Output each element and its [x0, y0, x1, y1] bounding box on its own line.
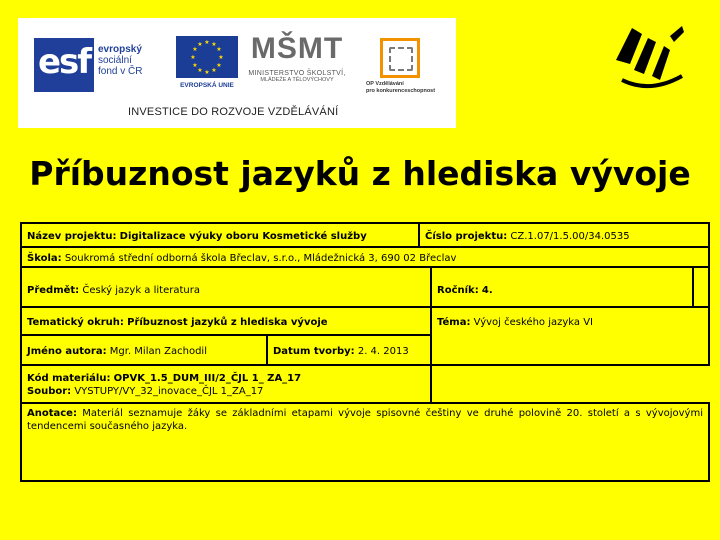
subject-value: Český jazyk a literatura — [82, 285, 200, 296]
theme-cell — [430, 306, 710, 366]
project-info-table — [18, 222, 712, 482]
project-name-value: Digitalizace výuky oboru Kosmetické služby — [119, 231, 367, 242]
investment-slogan: INVESTICE DO ROZVOJE VZDĚLÁVÁNÍ — [128, 106, 339, 118]
svg-text:★: ★ — [204, 69, 210, 76]
school-logo — [612, 20, 688, 96]
file-value: VYSTUPY/VY_32_inovace_ČJL 1_ZA_17 — [74, 386, 264, 397]
project-name-cell — [20, 222, 420, 248]
created-value: 2. 4. 2013 — [357, 346, 409, 357]
eu-flag-icon — [176, 36, 238, 78]
school-value: Soukromá střední odborná škola Břeclav, s.r.o., Mládežnická 3, 690 02 Břeclav — [64, 253, 457, 264]
grade-cell — [430, 266, 694, 308]
eu-caption: EVROPSKÁ UNIE — [180, 82, 234, 89]
msmt-logo — [232, 32, 362, 98]
created-label: Datum tvorby: — [273, 346, 355, 357]
grade-value: 4. — [481, 285, 493, 296]
logo-banner — [18, 18, 456, 128]
author-label: Jméno autora: — [27, 346, 107, 357]
school-cell — [20, 246, 710, 268]
project-number-label: Číslo projektu: — [425, 231, 508, 242]
op-caption — [366, 81, 446, 95]
topic-value: Příbuznost jazyků z hlediska vývoje — [127, 317, 328, 328]
svg-text:★: ★ — [192, 62, 198, 69]
material-code-label: Kód materiálu: — [27, 373, 111, 384]
material-code-value: OPVK_1.5_DUM_III/2_ČJL 1_ ZA_17 — [113, 373, 302, 384]
subject-cell — [20, 266, 432, 308]
theme-label: Téma: — [437, 317, 471, 328]
svg-text:★: ★ — [204, 39, 210, 46]
svg-text:★: ★ — [197, 67, 203, 74]
project-number-cell — [418, 222, 710, 248]
author-cell — [20, 334, 268, 366]
grade-side-cell — [692, 266, 710, 308]
school-label: Škola: — [27, 253, 62, 264]
svg-text:★: ★ — [216, 62, 222, 69]
esf-line2: sociální — [98, 55, 132, 66]
esf-caption — [98, 44, 142, 77]
file-label: Soubor: — [27, 386, 72, 397]
esf-letters: esf — [38, 42, 91, 82]
annotation-label: Anotace: — [27, 408, 77, 419]
eu-logo — [173, 36, 241, 98]
grade-label: Ročník: — [437, 285, 479, 296]
theme-value: Vývoj českého jazyka VI — [473, 317, 593, 328]
svg-text:★: ★ — [211, 41, 217, 48]
svg-text:★: ★ — [192, 46, 198, 53]
annotation-cell — [20, 402, 710, 482]
svg-text:★: ★ — [218, 54, 224, 61]
project-name-label: Název projektu: — [27, 231, 117, 242]
msmt-mark: MŠMT — [250, 32, 344, 65]
svg-text:★: ★ — [216, 46, 222, 53]
msmt-caption-line2: MLÁDEŽE A TĚLOVÝCHOVY — [260, 77, 334, 83]
op-logo — [366, 38, 446, 104]
created-cell — [266, 334, 432, 366]
op-caption-line2: pro konkurenceschopnost — [366, 88, 436, 94]
svg-text:★: ★ — [197, 41, 203, 48]
esf-logo — [34, 38, 164, 96]
topic-cell — [20, 306, 432, 336]
esf-line3: fond v ČR — [98, 66, 143, 77]
esf-line1: evropský — [98, 44, 142, 55]
page-title: Příbuznost jazyků z hlediska vývoje — [29, 154, 691, 193]
op-caption-line1: OP Vzdělávání — [366, 81, 404, 87]
annotation-value: Materiál seznamuje žáky se základními etapami vývoje spisovné češtiny ve druhé polovině 20. století a s vývojovými tendencemi současného jazyka. — [27, 408, 703, 432]
msmt-caption-line1: MINISTERSTVO ŠKOLSTVÍ, — [248, 70, 346, 77]
author-value: Mgr. Milan Zachodil — [109, 346, 207, 357]
svg-text:★: ★ — [211, 67, 217, 74]
subject-label: Předmět: — [27, 285, 80, 296]
svg-text:★: ★ — [190, 54, 196, 61]
topic-label: Tematický okruh: — [27, 317, 124, 328]
op-logo-mark — [380, 38, 420, 78]
project-number-value: CZ.1.07/1.5.00/34.0535 — [510, 231, 630, 242]
material-cell — [20, 364, 432, 404]
